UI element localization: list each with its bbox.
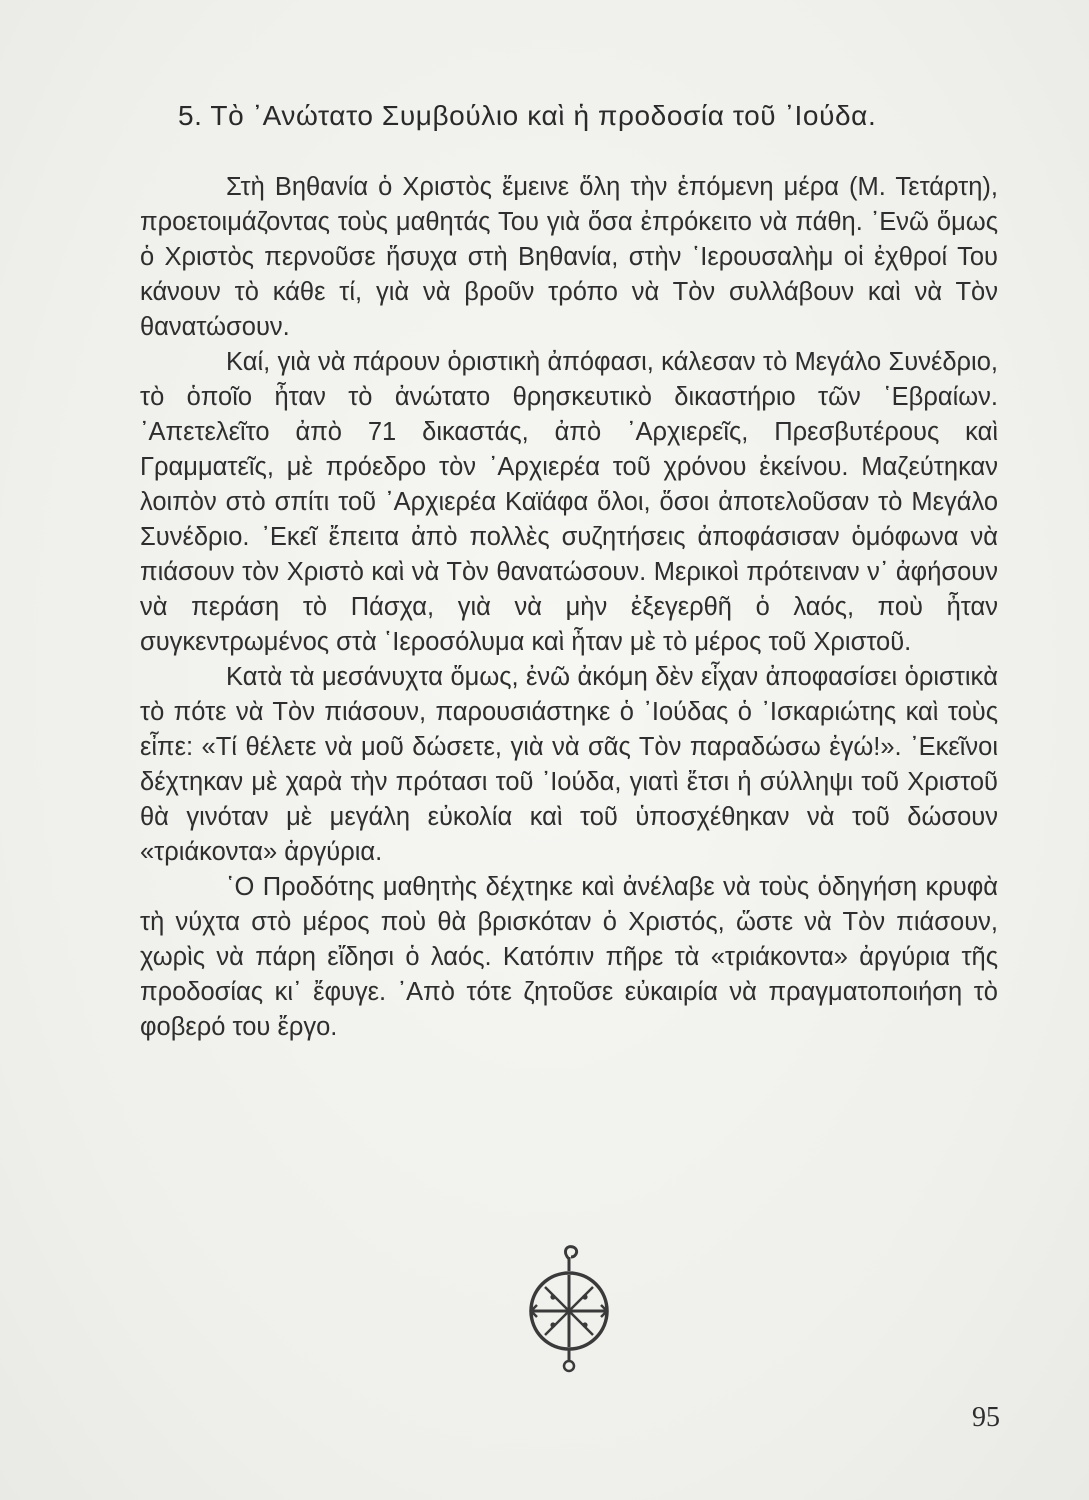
paragraph: Καί, γιὰ νὰ πάρουν ὁριστικὴ ἀπόφασι, κάλεσαν τὸ Μεγάλο Συνέδριο, τὸ ὁποῖο ἦταν τὸ ἀνώτατο θρησκευτικὸ δικαστήριο τῶν ῾Εβραίων. ᾿Απετελεῖτο ἀπὸ 71 δικαστάς, ἀπὸ ᾿Αρχιερεῖς, Πρεσβυτέρους καὶ Γραμματεῖς, μὲ πρόεδρο τὸν ᾿Αρχιερέα τοῦ χρόνου ἐκείνου. Μαζεύτηκαν λοιπὸν στὸ σπίτι τοῦ ᾿Αρχιερέα Καϊάφα ὅλοι, ὅσοι ἀποτελοῦσαν τὸ Μεγάλο Συνέδριο. ᾿Εκεῖ ἔπειτα ἀπὸ πολλὲς συζητήσεις ἀποφάσισαν ὁμόφωνα νὰ πιάσουν τὸν Χριστὸ καὶ νὰ Τὸν θανατώσουν. Μερικοὶ πρότειναν ν᾿ ἀφήσουν νὰ περάση τὸ Πάσχα, γιὰ νὰ μὴν ἐξεγερθῆ ὁ λαός, ποὺ ἦταν συγκεντρωμένος στὰ ῾Ιεροσόλυμα καὶ ἦταν μὲ τὸ μέρος τοῦ Χριστοῦ. — [140, 348, 998, 656]
christogram-cross-ornament-icon — [523, 1245, 615, 1375]
section-heading: 5. Τὸ ᾿Ανώτατο Συμβούλιο καὶ ἡ προδοσία τοῦ ᾿Ιούδα. — [178, 100, 877, 131]
paragraph: ῾Ο Προδότης μαθητὴς δέχτηκε καὶ ἀνέλαβε νὰ τοὺς ὁδηγήση κρυφὰ τὴ νύχτα στὸ μέρος ποὺ θὰ βρισκόταν ὁ Χριστός, ὥστε νὰ Τὸν πιάσουν, χωρὶς νὰ πάρη εἴδησι ὁ λαός. Κατόπιν πῆρε τὰ «τριάκοντα» ἀργύρια τῆς προδοσίας κι᾿ ἔφυγε. ᾿Απὸ τότε ζητοῦσε εὐκαιρία νὰ πραγματοποιήση τὸ φοβερό του ἔργο. — [140, 873, 998, 1041]
page-number: 95 — [972, 1402, 1000, 1433]
paragraph: Στὴ Βηθανία ὁ Χριστὸς ἔμεινε ὅλη τὴν ἑπόμενη μέρα (Μ. Τετάρτη), προετοιμάζοντας τοὺς μαθητάς Του γιὰ ὅσα ἐπρόκειτο νὰ πάθη. ᾿Ενῶ ὅμως ὁ Χριστὸς περνοῦσε ἥσυχα στὴ Βηθανία, στὴν ῾Ιερουσαλὴμ οἱ ἐχθροί Του κάνουν τὸ κάθε τί, γιὰ νὰ βροῦν τρόπο νὰ Τὸν συλλάβουν καὶ νὰ Τὸν θανατώσουν. — [140, 173, 998, 341]
body-text — [140, 170, 998, 1045]
paragraph: Κατὰ τὰ μεσάνυχτα ὅμως, ἐνῶ ἀκόμη δὲν εἶχαν ἀποφασίσει ὁριστικὰ τὸ πότε νὰ Τὸν πιάσουν, παρουσιάστηκε ὁ ᾿Ιούδας ὁ ᾿Ισκαριώτης καὶ τοὺς εἶπε: «Τί θέλετε νὰ μοῦ δώσετε, γιὰ νὰ σᾶς Τὸν παραδώσω ἐγώ!». ᾿Εκεῖνοι δέχτηκαν μὲ χαρὰ τὴν πρότασι τοῦ ᾿Ιούδα, γιατὶ ἔτσι ἡ σύλληψι τοῦ Χριστοῦ θὰ γινόταν μὲ μεγάλη εὐκολία καὶ τοῦ ὑποσχέθηκαν νὰ τοῦ δώσουν «τριάκοντα» ἀργύρια. — [140, 663, 998, 866]
